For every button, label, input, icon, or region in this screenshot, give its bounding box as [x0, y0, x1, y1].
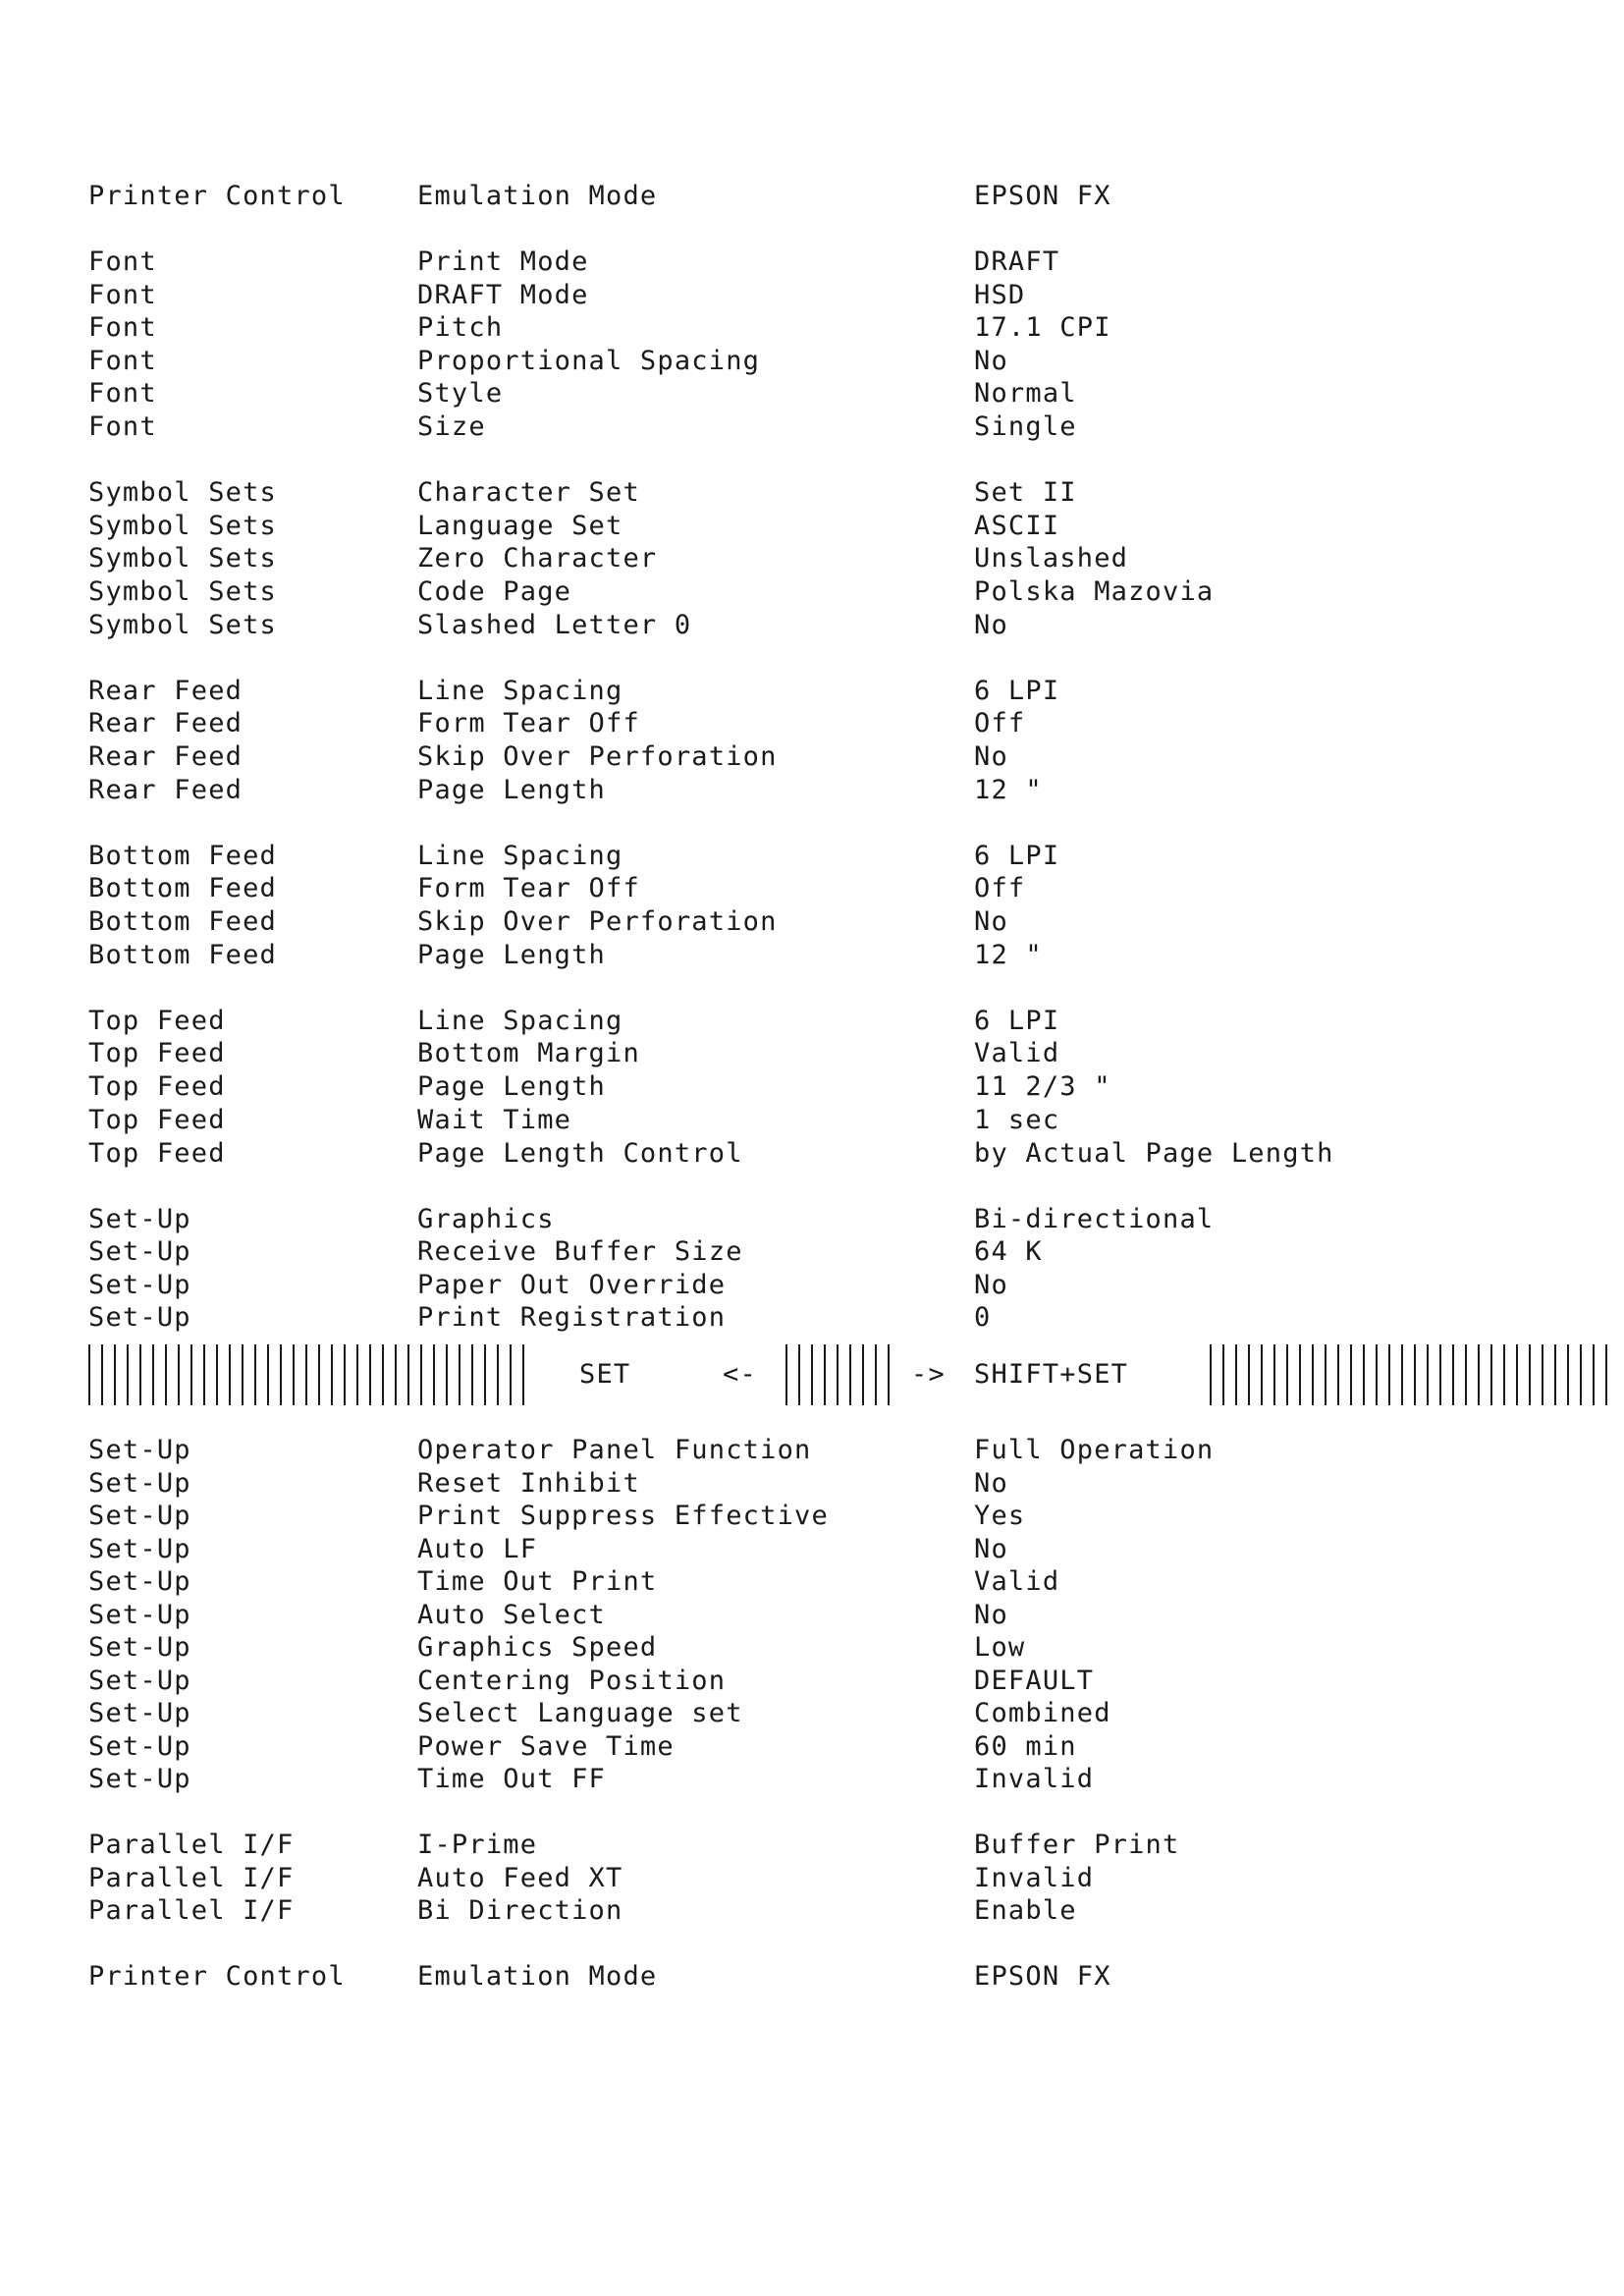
setting-value: Invalid	[974, 1764, 1095, 1794]
setting-category: Font	[88, 378, 157, 409]
setting-item: Paper Out Override	[417, 1270, 727, 1300]
settings-row	[0, 542, 1624, 575]
settings-row	[0, 1500, 1624, 1533]
setting-item: Power Save Time	[417, 1731, 675, 1762]
settings-row	[0, 675, 1624, 708]
setting-value: 12 "	[974, 940, 1043, 970]
setting-item: Proportional Spacing	[417, 346, 761, 376]
setting-value: 11 2/3 "	[974, 1071, 1111, 1102]
setting-value: 1 sec	[974, 1105, 1060, 1135]
settings-row	[0, 510, 1624, 543]
set-button-label: SET	[579, 1359, 631, 1390]
setting-item: Emulation Mode	[417, 181, 658, 211]
setting-category: Set-Up	[88, 1566, 191, 1597]
setting-value: Combined	[974, 1698, 1111, 1728]
settings-row	[0, 1137, 1624, 1171]
setting-category: Top Feed	[88, 1105, 226, 1135]
settings-row	[0, 905, 1624, 939]
setting-item: Print Suppress Effective	[417, 1501, 829, 1531]
settings-row	[0, 1203, 1624, 1236]
settings-row	[0, 246, 1624, 279]
setting-category: Set-Up	[88, 1698, 191, 1728]
setting-category: Parallel I/F	[88, 1863, 295, 1893]
setting-category: Rear Feed	[88, 775, 244, 805]
setting-value: No	[974, 1468, 1008, 1499]
setting-item: Select Language set	[417, 1698, 743, 1728]
setting-item: Style	[417, 378, 504, 409]
setting-item: DRAFT Mode	[417, 280, 589, 310]
setting-value: EPSON FX	[974, 1961, 1111, 1992]
setting-value: No	[974, 610, 1008, 640]
settings-row	[0, 1862, 1624, 1895]
setting-category: Symbol Sets	[88, 610, 278, 640]
setting-item: Character Set	[417, 477, 640, 508]
settings-row	[0, 1070, 1624, 1104]
setting-category: Font	[88, 246, 157, 277]
setting-category: Parallel I/F	[88, 1895, 295, 1926]
setting-category: Set-Up	[88, 1236, 191, 1267]
setting-value: 6 LPI	[974, 841, 1060, 871]
settings-row	[0, 1960, 1624, 1994]
setting-category: Set-Up	[88, 1666, 191, 1696]
setting-item: Operator Panel Function	[417, 1435, 812, 1465]
setting-item: Language Set	[417, 511, 623, 541]
settings-row	[0, 774, 1624, 807]
settings-row	[0, 1665, 1624, 1698]
setting-item: Print Mode	[417, 246, 589, 277]
setting-item: Slashed Letter 0	[417, 610, 692, 640]
setting-value: Single	[974, 411, 1077, 442]
setting-value: HSD	[974, 280, 1026, 310]
setting-value: Low	[974, 1632, 1026, 1663]
setting-item: Bottom Margin	[417, 1038, 640, 1068]
settings-row	[0, 410, 1624, 444]
setting-item: Auto Feed XT	[417, 1863, 623, 1893]
setting-item: Code Page	[417, 576, 572, 607]
setting-category: Parallel I/F	[88, 1830, 295, 1860]
setting-value: No	[974, 1534, 1008, 1564]
settings-row	[0, 1697, 1624, 1730]
setting-value: DEFAULT	[974, 1666, 1095, 1696]
setting-item: Skip Over Perforation	[417, 906, 778, 937]
settings-row	[0, 872, 1624, 905]
setting-item: Time Out Print	[417, 1566, 658, 1597]
settings-row	[0, 609, 1624, 642]
setting-category: Set-Up	[88, 1632, 191, 1663]
setting-item: Page Length	[417, 775, 607, 805]
settings-row	[0, 1037, 1624, 1070]
setting-value: Yes	[974, 1501, 1026, 1531]
settings-row	[0, 1894, 1624, 1928]
setting-category: Printer Control	[88, 1961, 346, 1992]
setting-item: Reset Inhibit	[417, 1468, 640, 1499]
setting-item: Centering Position	[417, 1666, 727, 1696]
setting-category: Bottom Feed	[88, 940, 278, 970]
setting-category: Set-Up	[88, 1534, 191, 1564]
setting-category: Font	[88, 411, 157, 442]
setting-category: Symbol Sets	[88, 477, 278, 508]
setting-category: Symbol Sets	[88, 543, 278, 574]
setting-item: Wait Time	[417, 1105, 572, 1135]
settings-row	[0, 1104, 1624, 1137]
settings-row	[0, 1599, 1624, 1632]
setting-value: ASCII	[974, 511, 1060, 541]
setting-value: by Actual Page Length	[974, 1138, 1334, 1169]
setting-item: Print Registration	[417, 1302, 727, 1333]
setting-category: Bottom Feed	[88, 873, 278, 903]
setting-item: Graphics	[417, 1204, 555, 1234]
setting-value: No	[974, 741, 1008, 772]
settings-row	[0, 1005, 1624, 1038]
setting-category: Font	[88, 312, 157, 343]
setting-category: Set-Up	[88, 1435, 191, 1465]
setting-value: Bi-directional	[974, 1204, 1215, 1234]
setting-value: Valid	[974, 1038, 1060, 1068]
setting-value: DRAFT	[974, 246, 1060, 277]
setting-item: Page Length	[417, 1071, 607, 1102]
settings-row	[0, 840, 1624, 873]
setting-value: Full Operation	[974, 1435, 1215, 1465]
settings-row	[0, 1235, 1624, 1269]
settings-row	[0, 939, 1624, 972]
settings-row	[0, 575, 1624, 609]
setting-category: Set-Up	[88, 1468, 191, 1499]
setting-value: No	[974, 1600, 1008, 1630]
setting-item: Receive Buffer Size	[417, 1236, 743, 1267]
setting-item: I-Prime	[417, 1830, 538, 1860]
settings-row	[0, 476, 1624, 510]
setting-category: Top Feed	[88, 1138, 226, 1169]
settings-row	[0, 1269, 1624, 1302]
settings-row	[0, 1301, 1624, 1335]
setting-value: 64 K	[974, 1236, 1043, 1267]
setting-item: Auto LF	[417, 1534, 538, 1564]
setting-value: Polska Mazovia	[974, 576, 1215, 607]
setting-item: Graphics Speed	[417, 1632, 658, 1663]
settings-row	[0, 377, 1624, 410]
settings-row	[0, 345, 1624, 378]
settings-row	[0, 1730, 1624, 1764]
setting-item: Line Spacing	[417, 676, 623, 706]
settings-row	[0, 180, 1624, 213]
settings-row	[0, 1565, 1624, 1599]
settings-row	[0, 1467, 1624, 1501]
setting-category: Printer Control	[88, 181, 346, 211]
setting-item: Time Out FF	[417, 1764, 607, 1794]
shift-set-button-label: SHIFT+SET	[974, 1359, 1129, 1390]
setting-category: Set-Up	[88, 1731, 191, 1762]
setting-category: Symbol Sets	[88, 511, 278, 541]
setting-value: Set II	[974, 477, 1077, 508]
menu-separator-strip	[0, 1340, 1624, 1409]
setting-value: No	[974, 906, 1008, 937]
setting-item: Zero Character	[417, 543, 658, 574]
setting-item: Auto Select	[417, 1600, 607, 1630]
setting-category: Set-Up	[88, 1270, 191, 1300]
setting-category: Bottom Feed	[88, 906, 278, 937]
setting-value: Valid	[974, 1566, 1060, 1597]
setting-category: Rear Feed	[88, 741, 244, 772]
setting-value: EPSON FX	[974, 181, 1111, 211]
setting-value: 12 "	[974, 775, 1043, 805]
setting-category: Font	[88, 346, 157, 376]
tick-marks-left	[88, 1344, 526, 1405]
setting-value: 60 min	[974, 1731, 1077, 1762]
setting-item: Form Tear Off	[417, 873, 640, 903]
setting-value: Off	[974, 873, 1026, 903]
setting-item: Skip Over Perforation	[417, 741, 778, 772]
setting-item: Form Tear Off	[417, 708, 640, 738]
setting-item: Size	[417, 411, 486, 442]
setting-item: Page Length Control	[417, 1138, 743, 1169]
setting-value: 6 LPI	[974, 676, 1060, 706]
settings-row	[0, 1829, 1624, 1862]
setting-item: Line Spacing	[417, 841, 623, 871]
setting-category: Set-Up	[88, 1302, 191, 1333]
setting-category: Font	[88, 280, 157, 310]
setting-category: Rear Feed	[88, 708, 244, 738]
settings-row	[0, 311, 1624, 345]
setting-category: Rear Feed	[88, 676, 244, 706]
tick-marks-middle	[785, 1344, 892, 1405]
setting-category: Set-Up	[88, 1600, 191, 1630]
setting-category: Top Feed	[88, 1071, 226, 1102]
settings-row	[0, 1434, 1624, 1467]
setting-item: Bi Direction	[417, 1895, 623, 1926]
setting-value: No	[974, 346, 1008, 376]
setting-value: Normal	[974, 378, 1077, 409]
setting-category: Symbol Sets	[88, 576, 278, 607]
setting-value: 6 LPI	[974, 1006, 1060, 1036]
tick-marks-right	[1210, 1344, 1610, 1405]
setting-value: 0	[974, 1302, 992, 1333]
setting-value: Off	[974, 708, 1026, 738]
setting-item: Pitch	[417, 312, 504, 343]
setting-category: Set-Up	[88, 1501, 191, 1531]
setting-value: Unslashed	[974, 543, 1129, 574]
setting-value: 17.1 CPI	[974, 312, 1111, 343]
settings-row	[0, 279, 1624, 312]
left-arrow: <-	[723, 1359, 757, 1390]
setting-item: Emulation Mode	[417, 1961, 658, 1992]
settings-row	[0, 1631, 1624, 1665]
settings-row	[0, 740, 1624, 774]
setting-item: Line Spacing	[417, 1006, 623, 1036]
settings-row	[0, 1763, 1624, 1796]
setting-category: Top Feed	[88, 1006, 226, 1036]
setting-category: Bottom Feed	[88, 841, 278, 871]
setting-category: Set-Up	[88, 1764, 191, 1794]
setting-category: Top Feed	[88, 1038, 226, 1068]
settings-row	[0, 707, 1624, 740]
settings-row	[0, 1533, 1624, 1566]
right-arrow: ->	[911, 1359, 946, 1390]
setting-value: No	[974, 1270, 1008, 1300]
setting-item: Page Length	[417, 940, 607, 970]
setting-category: Set-Up	[88, 1204, 191, 1234]
setting-value: Enable	[974, 1895, 1077, 1926]
setting-value: Invalid	[974, 1863, 1095, 1893]
setting-value: Buffer Print	[974, 1830, 1180, 1860]
